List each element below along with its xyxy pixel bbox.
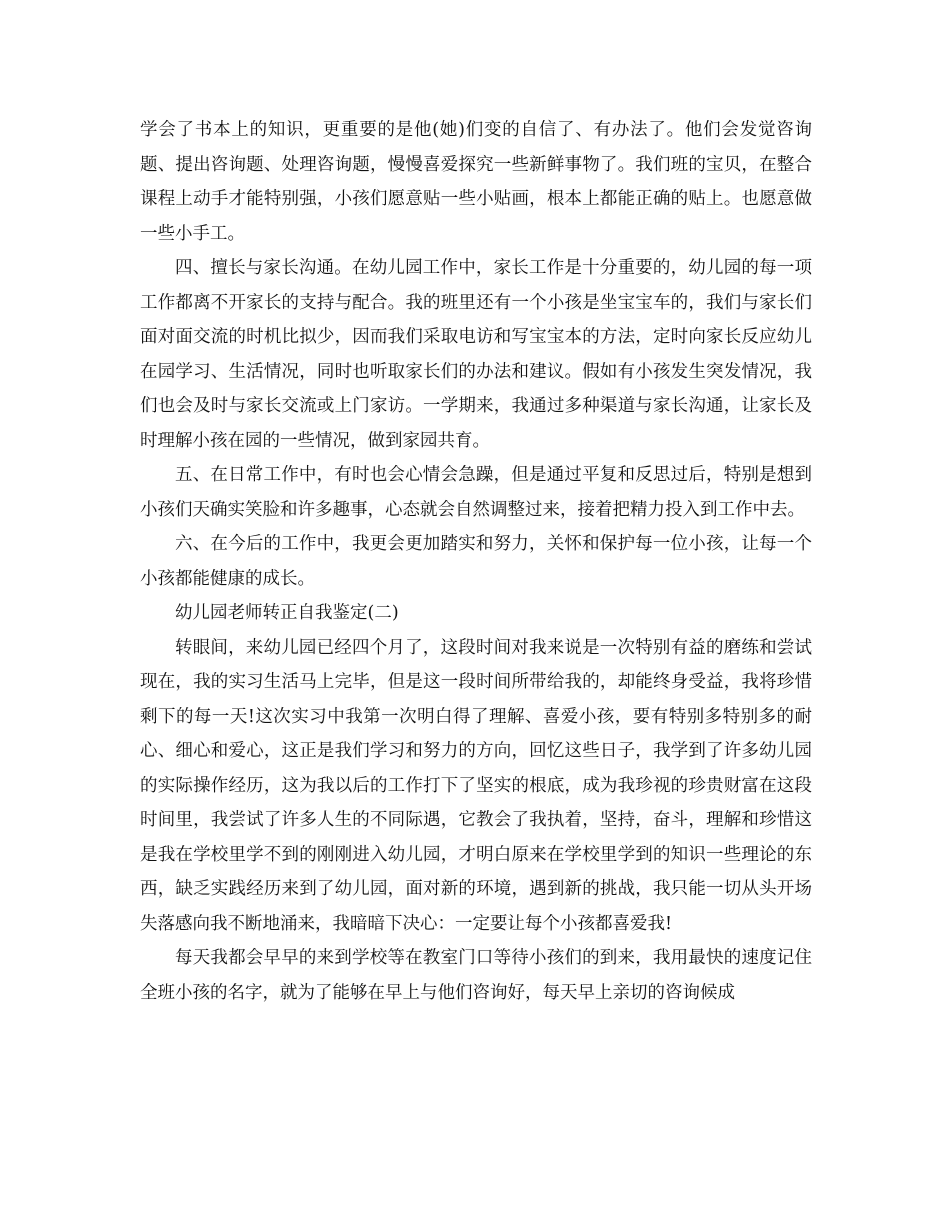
paragraph-5: 转眼间，来幼儿园已经四个月了，这段时间对我来说是一次特别有益的磨练和尝试现在，我的实习生活马上完毕，但是这一段时间所带给我的，却能终身受益，我将珍惜剩下的每一天!这次实习中我第一次明白得了理解、喜爱小孩，要有特别多特别多的耐心、细心和爱心，这正是我们学习和努力的方向，回忆这些日子，我学到了许多幼儿园的实际操作经历，这为我以后的工作打下了坚实的根底，成为我珍视的珍贵财富在这段时间里，我尝试了许多人生的不同际遇，它教会了我执着，坚持，奋斗，理解和珍惜这是我在学校里学不到的刚刚进入幼儿园，才明白原来在学校里学到的知识一些理论的东西，缺乏实践经历来到了幼儿园，面对新的环境，遇到新的挑战，我只能一切从头开场失落感向我不断地涌来，我暗暗下决心：一定要让每个小孩都喜爱我! bbox=[140, 637, 812, 934]
paragraph-4: 六、在今后的工作中，我更会更加踏实和努力，关怀和保护每一位小孩，让每一个小孩都能健康的成长。 bbox=[140, 534, 812, 589]
document-body bbox=[140, 113, 812, 1010]
paragraph-6: 每天我都会早早的来到学校等在教室门口等待小孩们的到来，我用最快的速度记住全班小孩的名字，就为了能够在早上与他们咨询好，每天早上亲切的咨询候成 bbox=[140, 948, 812, 1003]
paragraph-1: 学会了书本上的知识，更重要的是他(她)们变的自信了、有办法了。他们会发觉咨询题、提出咨询题、处理咨询题，慢慢喜爱探究一些新鲜事物了。我们班的宝贝，在整合课程上动手才能特别强，小孩们愿意贴一些小贴画，根本上都能正确的贴上。也愿意做一些小手工。 bbox=[140, 120, 812, 244]
paragraph-2: 四、擅长与家长沟通。在幼儿园工作中，家长工作是十分重要的，幼儿园的每一项工作都离不开家长的支持与配合。我的班里还有一个小孩是坐宝宝车的，我们与家长们面对面交流的时机比拟少，因而我们采取电访和写宝宝本的方法，定时向家长反应幼儿在园学习、生活情况，同时也听取家长们的办法和建议。假如有小孩发生突发情况，我们也会及时与家长交流或上门家访。一学期来，我通过多种渠道与家长沟通，让家长及时理解小孩在园的一些情况，做到家园共育。 bbox=[140, 258, 812, 451]
section-heading: 幼儿园老师转正自我鉴定(二) bbox=[175, 603, 399, 623]
paragraph-3: 五、在日常工作中，有时也会心情会急躁，但是通过平复和反思过后，特别是想到小孩们天确实笑脸和许多趣事，心态就会自然调整过来，接着把精力投入到工作中去。 bbox=[140, 465, 812, 520]
